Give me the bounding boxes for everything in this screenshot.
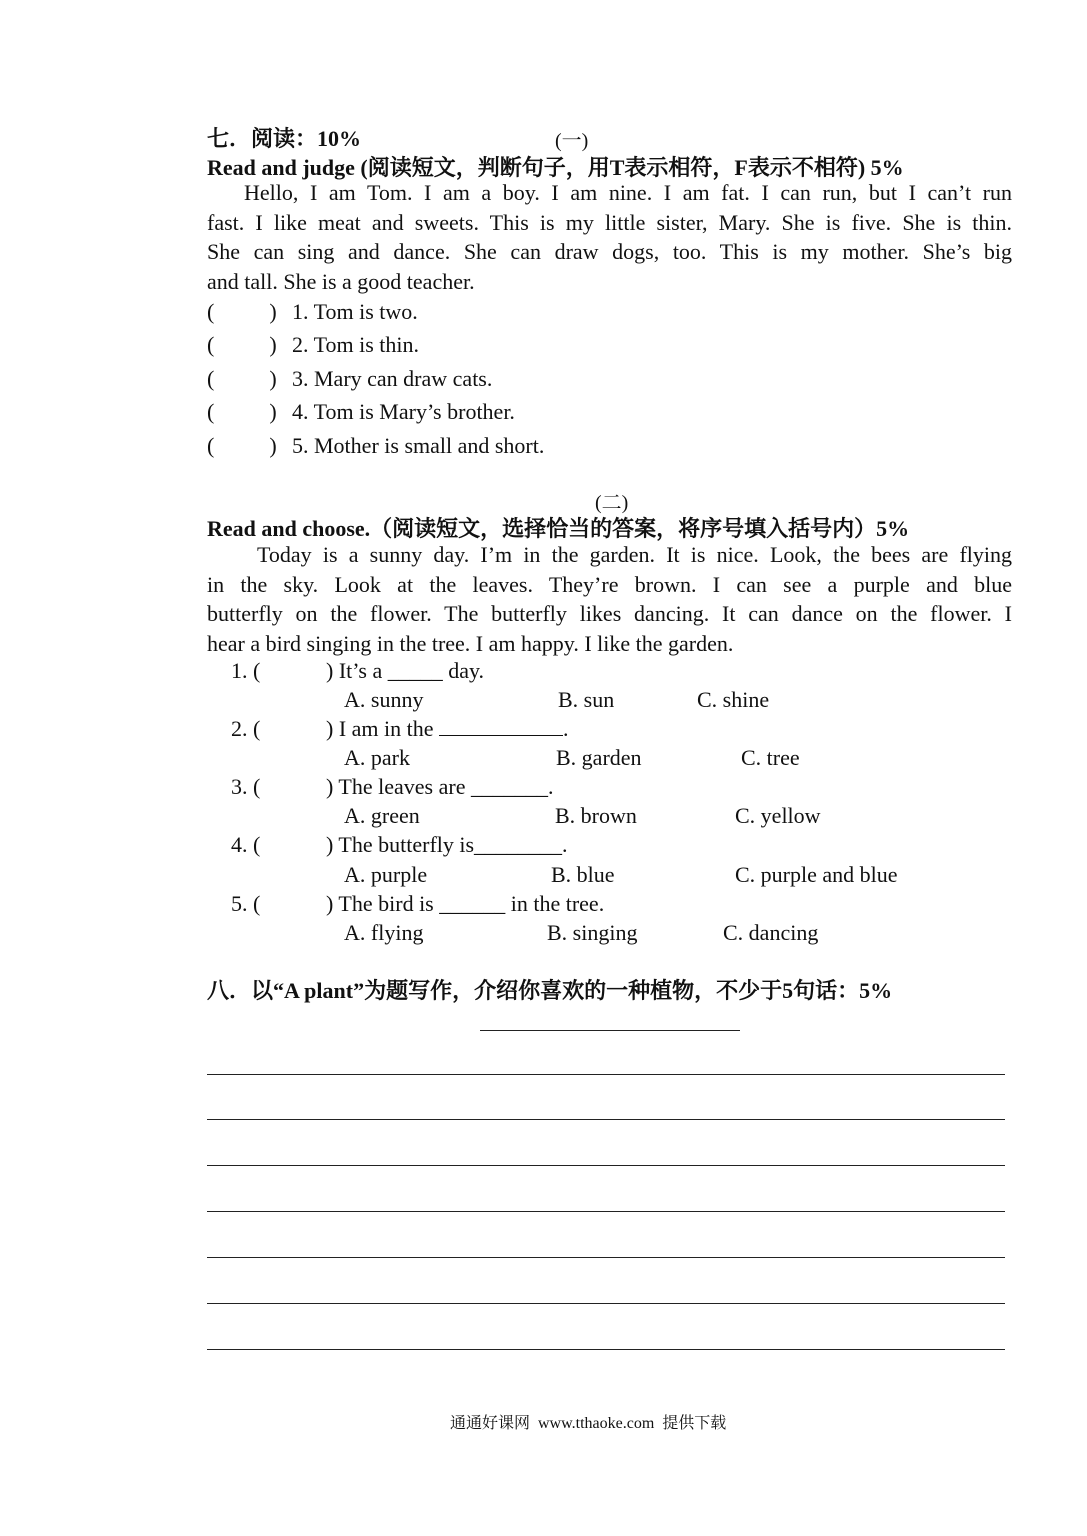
passage-line: Hello, I am Tom. I am a boy. I am nine. I am fat. I can run, but I can’t run [244,180,1012,205]
choice-number[interactable]: 2. ( [231,716,261,741]
option-b: B. garden [556,745,642,770]
writing-line[interactable] [207,1119,1005,1120]
writing-line[interactable] [207,1074,1005,1075]
part-2-mark: (二) [595,492,629,514]
writing-line[interactable] [207,1257,1005,1258]
passage-line: fast. I like meat and sweets. This is my little sister, Mary. She is five. She is thin. [207,209,1012,235]
option-b: B. brown [555,803,637,828]
section-7-title: 七．阅读：10% [207,126,362,151]
section-8-title: 八．以“A plant”为题写作，介绍你喜欢的一种植物，不少于5句话：5% [207,978,893,1003]
choice-number[interactable]: 5. ( [231,891,261,916]
option-a: A. park [344,745,410,770]
writing-line[interactable] [207,1349,1005,1350]
option-a: A. purple [344,862,428,887]
option-c: C. shine [697,687,770,712]
option-a: A. flying [344,920,424,945]
judge-item-text: 1. Tom is two. [292,299,418,324]
judge-paren[interactable]: ( ) [207,299,277,324]
choice-stem-text: ) I am in the [326,716,434,741]
judge-item-text: 5. Mother is small and short. [292,433,545,458]
choice-number[interactable]: 4. ( [231,832,261,857]
judge-paren[interactable]: ( ) [207,399,277,424]
part-1-passage [207,178,1012,296]
judge-item-text: 2. Tom is thin. [292,332,420,357]
page-footer: 通通好课网 www.tthaoke.com 提供下载 [450,1415,727,1432]
answer-blank [439,717,563,736]
option-b: B. singing [547,920,638,945]
part-2-passage [207,540,1012,658]
choice-stem-end: . [563,716,569,741]
passage-line: She can sing and dance. She can draw dogs, too. This is my mother. She’s big [207,239,1012,264]
option-b: B. blue [551,862,615,887]
choice-number[interactable]: 3. ( [231,774,261,799]
judge-paren[interactable]: ( ) [207,366,277,391]
passage-line: Today is a sunny day. I’m in the garden. It is nice. Look, the bees are flying [257,542,1012,567]
writing-title-blank[interactable] [480,1030,740,1031]
option-c: C. yellow [735,803,821,828]
option-c: C. tree [741,745,800,770]
passage-line: in the sky. Look at the leaves. They’re brown. I can see a purple and blue [207,571,1012,597]
part-2-instruction: Read and choose.（阅读短文，选择恰当的答案，将序号填入括号内）5% [207,516,910,541]
choice-stem: ) The butterfly is________. [326,832,568,857]
judge-paren[interactable]: ( ) [207,332,277,357]
judge-paren[interactable]: ( ) [207,433,277,458]
judge-item-text: 4. Tom is Mary’s brother. [292,399,515,424]
choice-stem: ) It’s a _____ day. [326,658,485,683]
part-1-mark: (一) [555,130,589,152]
option-a: A. green [344,803,420,828]
choice-number[interactable]: 1. ( [231,658,261,683]
writing-line[interactable] [207,1165,1005,1166]
judge-item-text: 3. Mary can draw cats. [292,366,493,391]
option-c: C. dancing [723,920,819,945]
part-1-instruction: Read and judge (阅读短文，判断句子，用T表示相符，F表示不相符) 5% [207,155,904,180]
option-b: B. sun [558,687,615,712]
writing-line[interactable] [207,1303,1005,1304]
passage-line: and tall. She is a good teacher. [207,268,475,294]
option-a: A. sunny [344,687,424,712]
choice-stem: ) The leaves are _______. [326,774,554,799]
choice-stem [326,716,569,742]
passage-line: hear a bird singing in the tree. I am happy. I like the garden. [207,630,734,656]
option-c: C. purple and blue [735,862,898,887]
passage-line: butterfly on the flower. The butterfly likes dancing. It can dance on the flower. I [207,601,1012,626]
choice-stem: ) The bird is ______ in the tree. [326,891,605,916]
writing-line[interactable] [207,1211,1005,1212]
